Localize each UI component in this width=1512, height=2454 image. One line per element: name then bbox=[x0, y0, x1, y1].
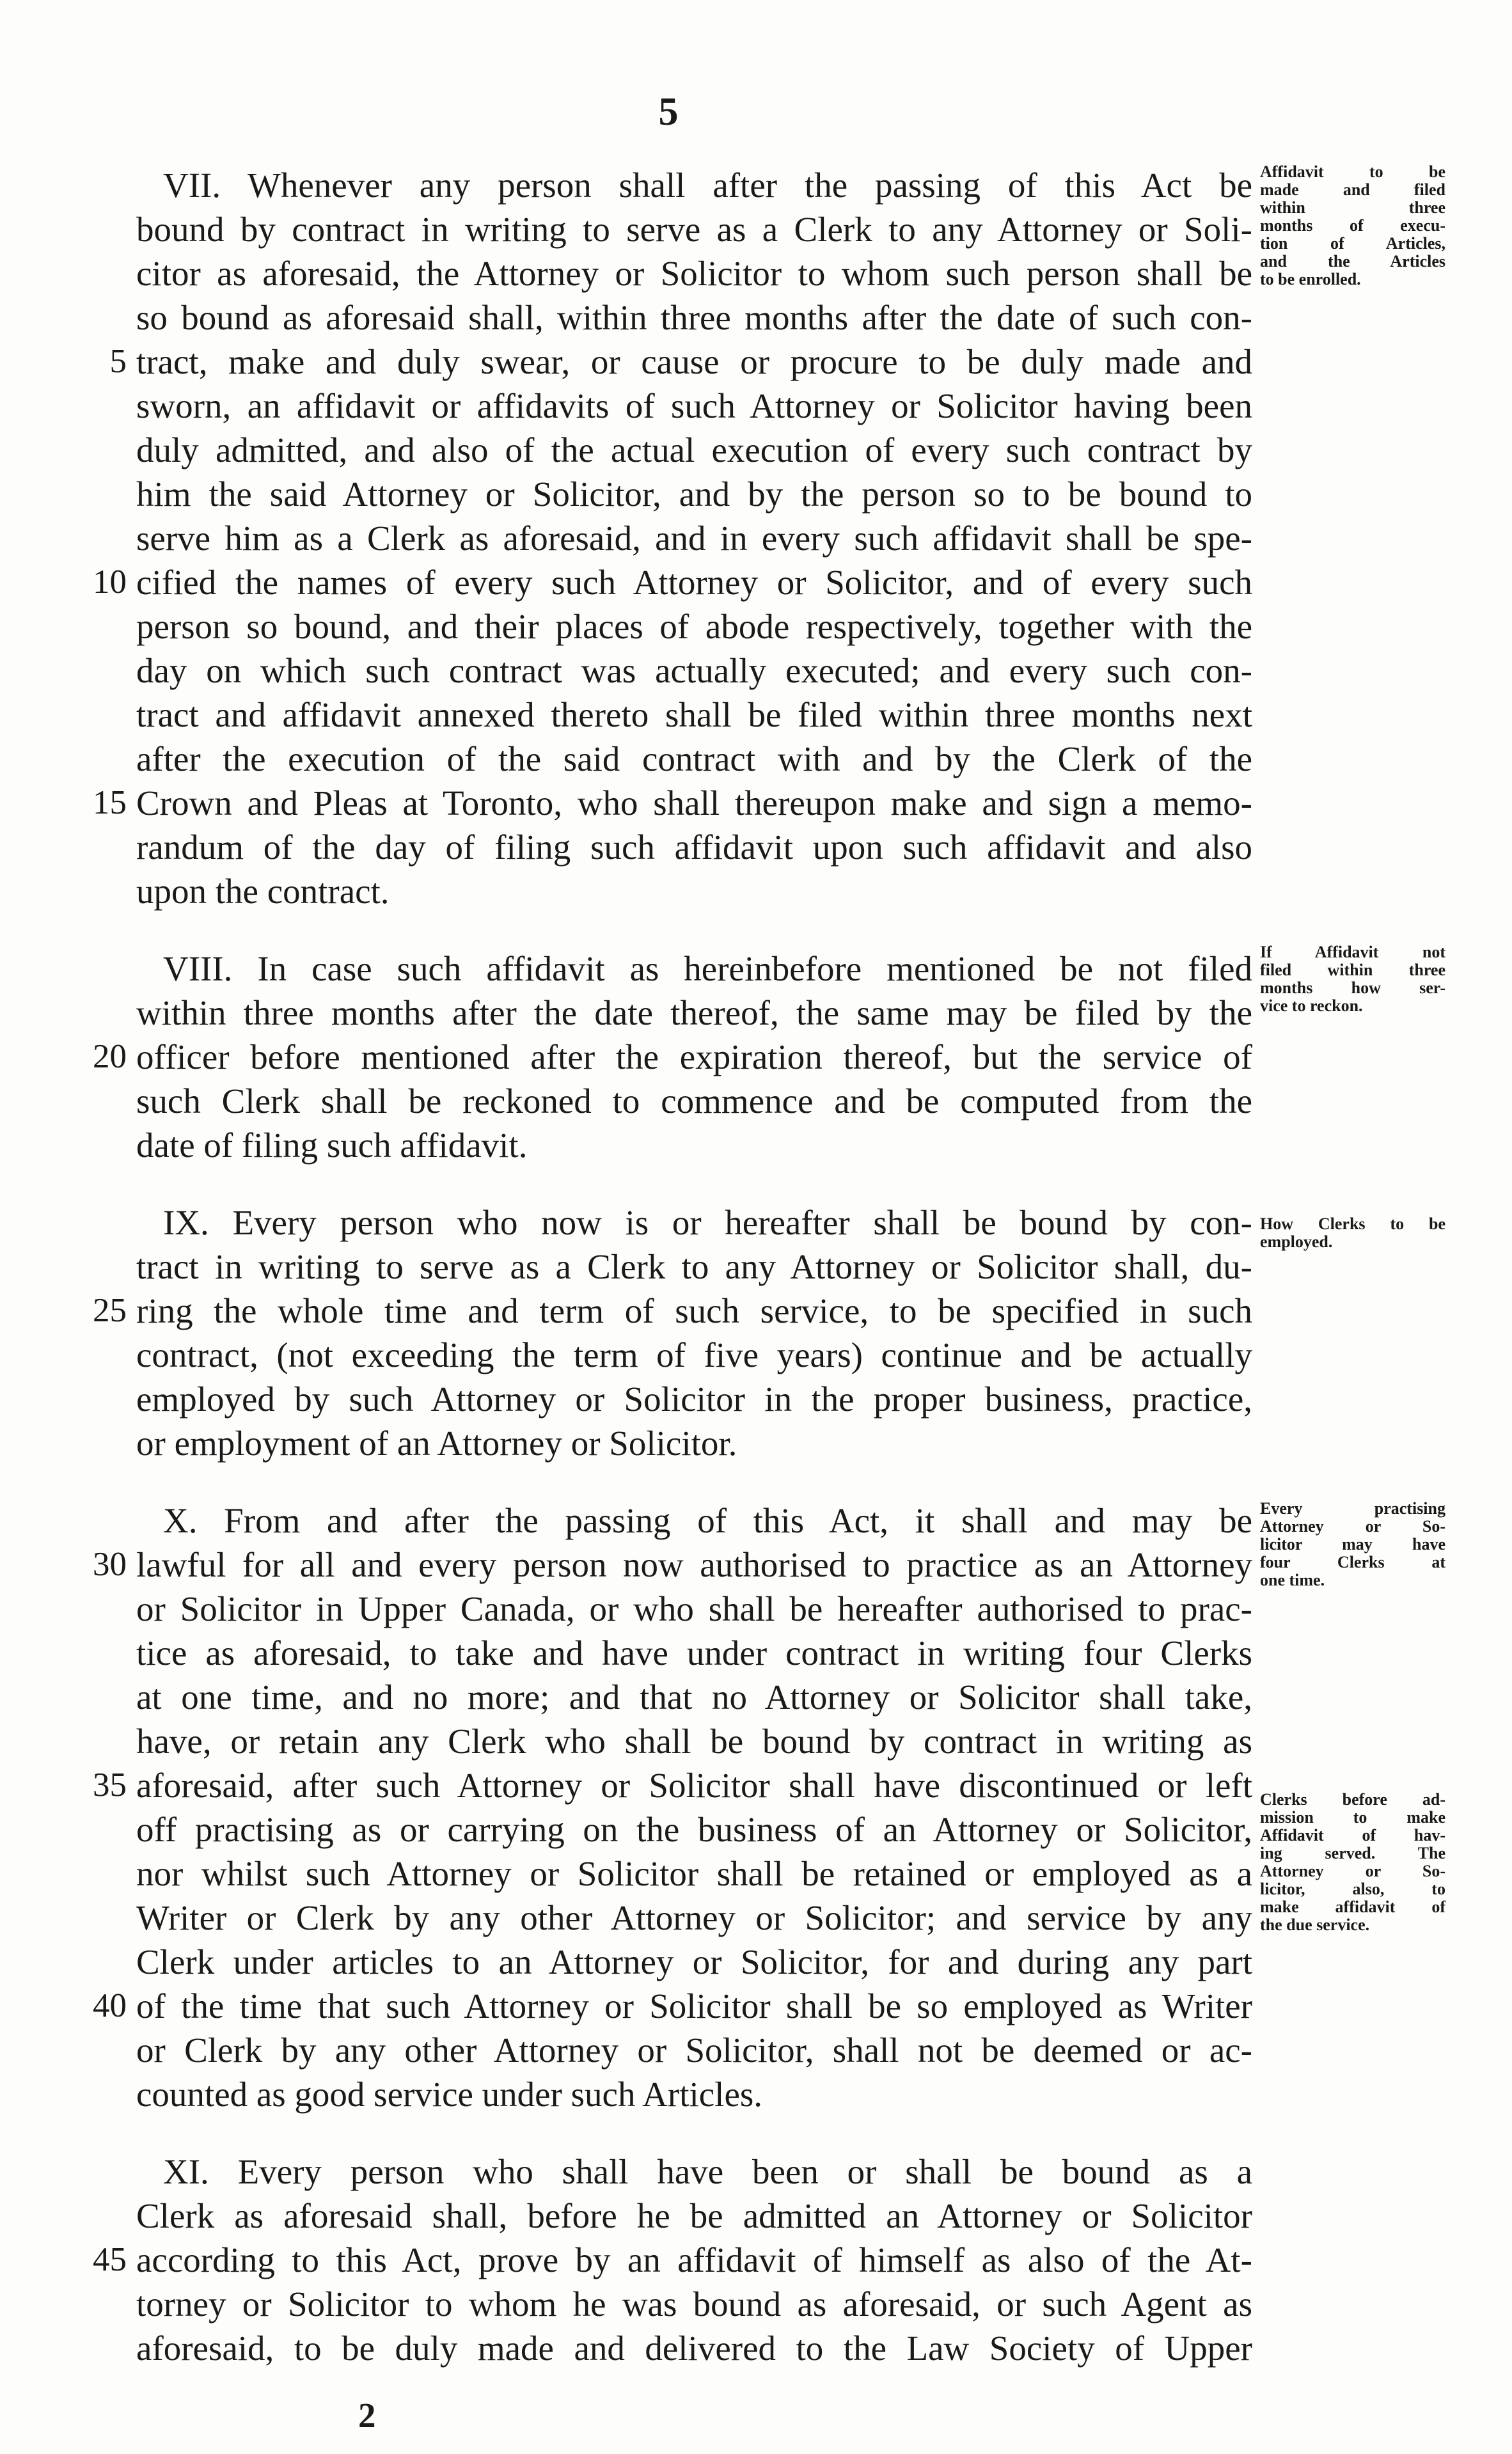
margin-note-line: licitor, also, to bbox=[1260, 1880, 1445, 1898]
text-line bbox=[93, 1035, 1252, 1079]
line-text: tice as aforesaid, to take and have under contract in writing four Clerks bbox=[136, 1633, 1252, 1672]
text-line bbox=[93, 1984, 1252, 2028]
margin-note-line: Affidavit of hav- bbox=[1260, 1826, 1445, 1844]
text-line bbox=[136, 1631, 1252, 1675]
line-text: aforesaid, to be duly made and delivered to the Law Society of Upper bbox=[136, 2329, 1252, 2368]
text-line bbox=[136, 1675, 1252, 1719]
line-text: citor as aforesaid, the Attorney or Solicitor to whom such person shall be bbox=[136, 254, 1252, 293]
text-line bbox=[136, 604, 1252, 649]
text-line bbox=[136, 1200, 1252, 1245]
text-line bbox=[136, 1123, 1252, 1167]
text-line bbox=[93, 2238, 1252, 2282]
text-line bbox=[93, 1289, 1252, 1333]
line-text: sworn, an affidavit or affidavits of such Attorney or Solicitor having been bbox=[136, 386, 1252, 425]
line-text: Clerk as aforesaid shall, before he be admitted an Attorney or Solicitor bbox=[136, 2196, 1252, 2235]
text-line bbox=[136, 251, 1252, 295]
signature-mark: 2 bbox=[358, 2396, 376, 2435]
text-line bbox=[136, 825, 1252, 869]
text-line bbox=[136, 2072, 1252, 2116]
line-text: employed by such Attorney or Solicitor in the proper business, practice, bbox=[136, 1380, 1252, 1419]
text-line bbox=[136, 649, 1252, 693]
margin-note-line: Every practising bbox=[1260, 1499, 1445, 1518]
section-gap bbox=[136, 2116, 1252, 2150]
page-number: 5 bbox=[658, 90, 679, 134]
margin-note-line: vice to reckon. bbox=[1260, 996, 1363, 1015]
margin-note bbox=[1260, 163, 1445, 288]
line-text: so bound as aforesaid shall, within three months after the date of such con- bbox=[136, 298, 1252, 337]
line-text: Crown and Pleas at Toronto, who shall thereupon make and sign a memo- bbox=[136, 783, 1252, 822]
text-line bbox=[136, 1333, 1252, 1377]
section-gap bbox=[136, 1167, 1252, 1200]
section bbox=[93, 947, 1252, 1167]
section bbox=[93, 1498, 1252, 2116]
margin-note-line: filed within three bbox=[1260, 961, 1445, 979]
line-text: Clerk under articles to an Attorney or Solicitor, for and during any part bbox=[136, 1942, 1252, 1981]
line-text: upon the contract. bbox=[136, 872, 390, 911]
line-text: him the said Attorney or Solicitor, and by the person so to be bound to bbox=[136, 475, 1252, 514]
line-text: within three months after the date thereof, the same may be filed by the bbox=[136, 993, 1252, 1032]
margin-note-line: months of execu- bbox=[1260, 216, 1445, 235]
text-line bbox=[136, 2194, 1252, 2238]
section-gap bbox=[136, 913, 1252, 947]
line-text: counted as good service under such Articles. bbox=[136, 2075, 763, 2114]
margin-note-line: How Clerks to be bbox=[1260, 1215, 1445, 1233]
section bbox=[93, 2150, 1252, 2370]
margin-note-line: months how ser- bbox=[1260, 979, 1445, 997]
line-text: date of filing such affidavit. bbox=[136, 1126, 528, 1165]
text-line bbox=[136, 384, 1252, 428]
line-text: officer before mentioned after the expiration thereof, but the service of bbox=[136, 1037, 1252, 1076]
statute-text bbox=[93, 163, 1252, 2370]
margin-note-line: made and filed bbox=[1260, 180, 1445, 199]
margin-note-line: Affidavit to be bbox=[1260, 162, 1445, 181]
line-text: or Clerk by any other Attorney or Solicitor, shall not be deemed or ac- bbox=[136, 2031, 1252, 2070]
text-line bbox=[136, 1498, 1252, 1543]
text-line bbox=[136, 1852, 1252, 1896]
text-line bbox=[136, 2150, 1252, 2194]
text-line bbox=[136, 1245, 1252, 1289]
line-text: duly admitted, and also of the actual execution of every such contract by bbox=[136, 430, 1252, 469]
margin-note-line: one time. bbox=[1260, 1571, 1325, 1589]
line-number: 35 bbox=[93, 1766, 127, 1804]
line-text: off practising as or carrying on the business of an Attorney or Solicitor, bbox=[136, 1810, 1252, 1849]
text-line bbox=[136, 163, 1252, 207]
margin-note bbox=[1260, 1791, 1445, 1934]
margin-note-line: tion of Articles, bbox=[1260, 234, 1445, 253]
margin-note bbox=[1260, 1215, 1445, 1251]
line-number: 40 bbox=[93, 1987, 127, 2024]
margin-note-line: Attorney or So- bbox=[1260, 1517, 1445, 1536]
line-number: 25 bbox=[93, 1292, 127, 1329]
margin-note-line: employed. bbox=[1260, 1232, 1333, 1251]
line-text: person so bound, and their places of abode respectively, together with the bbox=[136, 607, 1252, 646]
margin-note-line: Attorney or So- bbox=[1260, 1862, 1445, 1880]
text-line bbox=[136, 737, 1252, 781]
margin-note-line: mission to make bbox=[1260, 1808, 1445, 1827]
line-text: or employment of an Attorney or Solicitor. bbox=[136, 1424, 737, 1463]
line-text: IX. Every person who now is or hereafter shall be bound by con- bbox=[163, 1203, 1252, 1242]
text-line bbox=[136, 428, 1252, 472]
text-line bbox=[136, 1421, 1252, 1465]
line-text: ring the whole time and term of such service, to be specified in such bbox=[136, 1291, 1252, 1330]
margin-note-line: Clerks before ad- bbox=[1260, 1790, 1445, 1809]
line-text: tract in writing to serve as a Clerk to any Attorney or Solicitor shall, du- bbox=[136, 1247, 1252, 1286]
margin-note-line: to be enrolled. bbox=[1260, 270, 1361, 288]
line-number: 5 bbox=[109, 343, 127, 380]
text-line bbox=[136, 1807, 1252, 1852]
text-line bbox=[93, 560, 1252, 604]
line-number: 20 bbox=[93, 1038, 127, 1075]
margin-note-line: four Clerks at bbox=[1260, 1553, 1445, 1571]
section bbox=[93, 163, 1252, 913]
text-line bbox=[109, 340, 1252, 384]
text-line bbox=[136, 2282, 1252, 2326]
text-line bbox=[136, 472, 1252, 516]
text-line bbox=[136, 991, 1252, 1035]
line-text: Writer or Clerk by any other Attorney or Solicitor; and service by any bbox=[136, 1898, 1252, 1937]
margin-note bbox=[1260, 1500, 1445, 1589]
line-text: according to this Act, prove by an affidavit of himself as also of the At- bbox=[136, 2240, 1252, 2279]
margin-note-line: If Affidavit not bbox=[1260, 943, 1445, 961]
line-text: such Clerk shall be reckoned to commence and be computed from the bbox=[136, 1081, 1252, 1121]
line-text: or Solicitor in Upper Canada, or who shall be hereafter authorised to prac- bbox=[136, 1589, 1252, 1628]
line-text: torney or Solicitor to whom he was bound as aforesaid, or such Agent as bbox=[136, 2285, 1252, 2324]
text-line bbox=[136, 1377, 1252, 1421]
line-text: aforesaid, after such Attorney or Solicitor shall have discontinued or left bbox=[136, 1766, 1252, 1805]
section bbox=[93, 1200, 1252, 1465]
text-line bbox=[93, 781, 1252, 825]
line-text: after the execution of the said contract with and by the Clerk of the bbox=[136, 739, 1252, 778]
text-line bbox=[136, 295, 1252, 340]
line-text: XI. Every person who shall have been or shall be bound as a bbox=[163, 2152, 1252, 2191]
line-text: day on which such contract was actually executed; and every such con- bbox=[136, 651, 1252, 690]
line-text: serve him as a Clerk as aforesaid, and in every such affidavit shall be spe- bbox=[136, 519, 1252, 558]
margin-note-line: the due service. bbox=[1260, 1915, 1370, 1934]
text-line bbox=[136, 1719, 1252, 1763]
text-line bbox=[136, 947, 1252, 991]
margin-note-line: and the Articles bbox=[1260, 252, 1445, 271]
text-line bbox=[136, 2326, 1252, 2370]
line-text: tract and affidavit annexed thereto shall be filed within three months next bbox=[136, 695, 1252, 734]
text-line bbox=[93, 1763, 1252, 1807]
line-text: tract, make and duly swear, or cause or procure to be duly made and bbox=[136, 342, 1252, 381]
section-gap bbox=[136, 1465, 1252, 1498]
text-line bbox=[136, 1940, 1252, 1984]
margin-note-line: ing served. The bbox=[1260, 1844, 1445, 1862]
line-text: VIII. In case such affidavit as hereinbefore mentioned be not filed bbox=[163, 949, 1252, 988]
text-line bbox=[136, 693, 1252, 737]
margin-note bbox=[1260, 943, 1445, 1015]
line-number: 30 bbox=[93, 1546, 127, 1583]
margin-note-line: make affidavit of bbox=[1260, 1898, 1445, 1916]
line-text: have, or retain any Clerk who shall be bound by contract in writing as bbox=[136, 1722, 1252, 1761]
line-text: lawful for all and every person now authorised to practice as an Attorney bbox=[136, 1545, 1252, 1584]
line-text: of the time that such Attorney or Solicitor shall be so employed as Writer bbox=[136, 1986, 1252, 2025]
line-number: 10 bbox=[93, 563, 127, 601]
text-line bbox=[93, 1543, 1252, 1587]
text-line bbox=[136, 869, 1252, 913]
text-line bbox=[136, 1896, 1252, 1940]
line-number: 45 bbox=[93, 2241, 127, 2278]
text-line bbox=[136, 516, 1252, 560]
margin-note-line: within three bbox=[1260, 198, 1445, 217]
text-line bbox=[136, 1079, 1252, 1123]
text-line bbox=[136, 207, 1252, 251]
text-line bbox=[136, 1587, 1252, 1631]
margin-note-line: licitor may have bbox=[1260, 1535, 1445, 1553]
text-line bbox=[136, 2028, 1252, 2072]
line-text: X. From and after the passing of this Act, it shall and may be bbox=[163, 1501, 1252, 1540]
line-text: nor whilst such Attorney or Solicitor shall be retained or employed as a bbox=[136, 1854, 1252, 1893]
line-text: VII. Whenever any person shall after the passing of this Act be bbox=[163, 166, 1252, 205]
line-number: 15 bbox=[93, 784, 127, 821]
line-text: cified the names of every such Attorney or Solicitor, and of every such bbox=[136, 563, 1252, 602]
line-text: bound by contract in writing to serve as a Clerk to any Attorney or Soli- bbox=[136, 210, 1252, 249]
line-text: at one time, and no more; and that no Attorney or Solicitor shall take, bbox=[136, 1678, 1252, 1717]
line-text: randum of the day of filing such affidavit upon such affidavit and also bbox=[136, 828, 1252, 867]
line-text: contract, (not exceeding the term of five years) continue and be actually bbox=[136, 1335, 1252, 1374]
